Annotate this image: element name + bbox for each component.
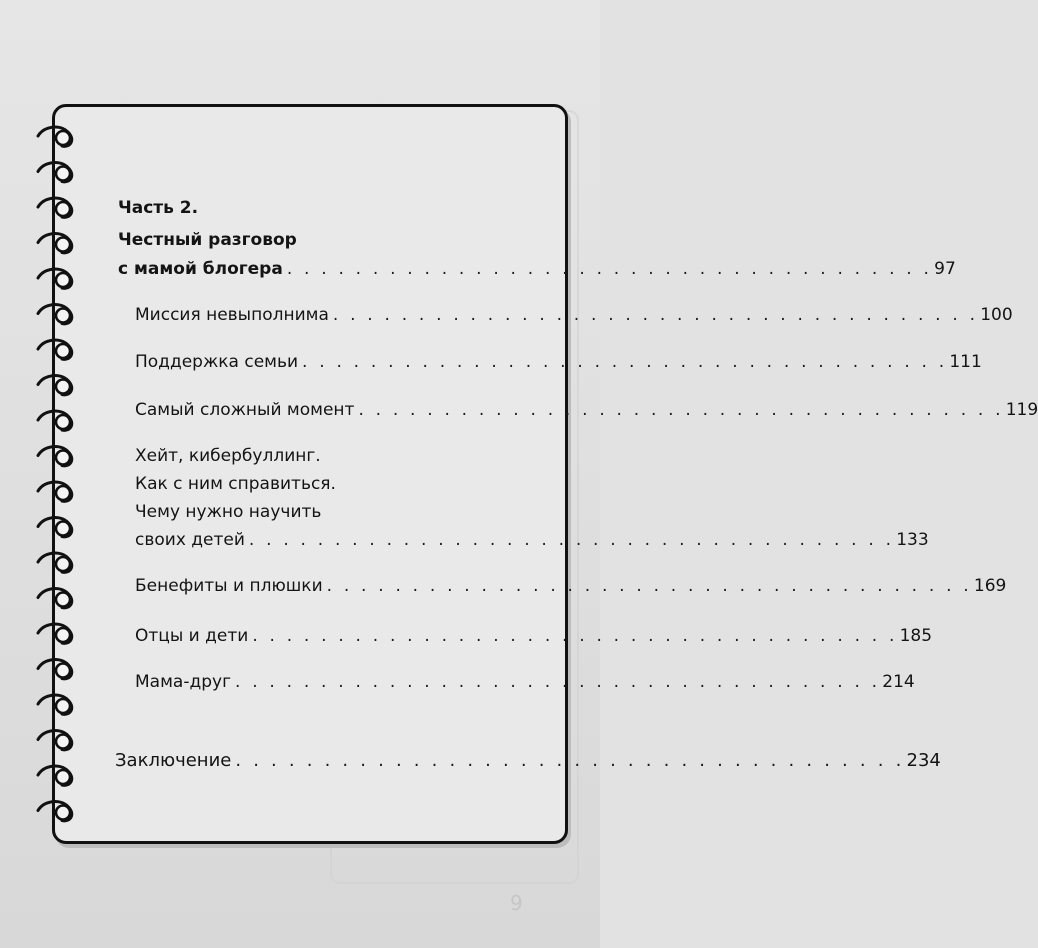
dot-leader: . . . . . . . . . . . . . . . . . . . . . . . . . . . . . . . . . . . . . . <box>302 352 948 372</box>
toc-entry <box>135 305 1013 325</box>
toc-entry-page: 185 <box>899 626 933 646</box>
toc-entry-title-line: Чему нужно научить <box>135 502 322 522</box>
toc-entry-title: Мама-друг <box>135 672 231 692</box>
toc-entry-title: своих детей <box>135 530 245 550</box>
toc-entry-title: Самый сложный момент <box>135 400 355 420</box>
dot-leader: . . . . . . . . . . . . . . . . . . . . . . . . . . . . . . . . . . . . . . <box>248 530 895 550</box>
toc-entry-title: Отцы и дети <box>135 626 249 646</box>
toc-entry <box>135 626 933 646</box>
dot-leader: . . . . . . . . . . . . . . . . . . . . . . . . . . . . . . . . . . . . . . <box>332 305 979 325</box>
toc-entry-title: Бенефиты и плюшки <box>135 576 323 596</box>
toc-entry <box>135 530 929 550</box>
toc-entry-page: 133 <box>896 530 929 550</box>
conclusion-title: Заключение <box>115 750 232 771</box>
dot-leader: . . . . . . . . . . . . . . . . . . . . . . . . . . . . . . . . . . . . . . <box>358 400 1004 420</box>
dot-leader: . . . . . . . . . . . . . . . . . . . . . . . . . . . . . . . . . . . . . . <box>235 672 881 692</box>
part-page-number: 97 <box>934 259 956 279</box>
toc-entry <box>135 672 915 692</box>
toc-entry-page: 119 <box>1005 400 1038 420</box>
conclusion-entry <box>115 750 941 771</box>
part-label: Часть 2. <box>118 198 199 218</box>
toc-entry <box>135 352 982 372</box>
toc-entry-page: 214 <box>882 672 915 692</box>
dot-leader: . . . . . . . . . . . . . . . . . . . . . . . . . . . . . . . . . . . . . . <box>252 626 898 646</box>
toc-entry <box>135 576 1007 596</box>
toc-entry-page: 100 <box>980 305 1013 325</box>
dot-leader: . . . . . . . . . . . . . . . . . . . . . . . . . . . . . . . . . . . . . . <box>235 750 905 771</box>
dot-leader: . . . . . . . . . . . . . . . . . . . . . . . . . . . . . . . . . . . . . . <box>326 576 972 596</box>
toc-entry <box>135 400 1038 420</box>
part-title-line2: с мамой блогера <box>118 259 283 279</box>
toc-entry-page: 111 <box>949 352 982 372</box>
toc-entry-page: 169 <box>973 576 1007 596</box>
toc-entry-title-line: Хейт, кибербуллинг. <box>135 446 321 466</box>
toc-entry-title: Поддержка семьи <box>135 352 299 372</box>
toc-entry-title-line: Как с ним справиться. <box>135 474 336 494</box>
conclusion-page: 234 <box>906 750 941 771</box>
part-title-entry <box>118 259 956 279</box>
toc-entry-title: Миссия невыполнима <box>135 305 329 325</box>
part-title-line1: Честный разговор <box>118 230 297 250</box>
dot-leader: . . . . . . . . . . . . . . . . . . . . . . . . . . . . . . . . . . . . . . <box>286 259 933 279</box>
footer-page-number: 6 <box>510 890 523 914</box>
